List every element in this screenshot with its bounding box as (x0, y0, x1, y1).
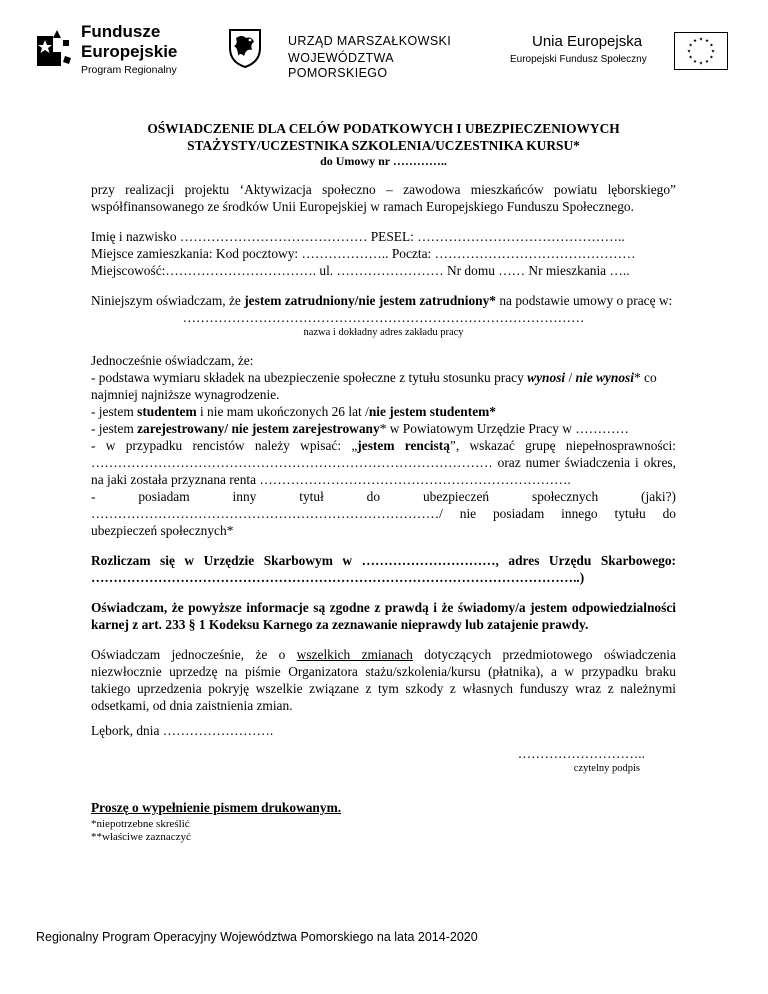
pensioner-text-c[interactable]: ”, wskazać grupę niepełnosprawności: ……………………………………………………………………………… oraz numer świadczenia i okres, na jaki została przyznana renta ……………………………………………………………. (91, 438, 676, 487)
unia-europejska-logo (508, 26, 748, 76)
changes-declaration (91, 646, 676, 714)
contribution-separator: / (565, 370, 576, 385)
fill-instruction: Proszę o wypełnienie pismem drukowanym. (91, 800, 342, 815)
page-footer: Regionalny Program Operacyjny Województwa Pomorskiego na lata 2014-2020 (36, 930, 478, 944)
additional-statements (91, 352, 676, 539)
um-line-1: URZĄD MARSZAŁKOWSKI (288, 34, 452, 48)
criminal-liability-declaration: Oświadczam, że powyższe informacje są zgodne z prawdą i że świadomy/a jestem odpowiedzialności karnej z art. 233 § 1 Kodeksu Karnego za zeznawanie nieprawdy lub zatajenie prawdy. (91, 600, 676, 632)
fe-line-1: Fundusze (81, 22, 161, 41)
student-option-yes[interactable]: studentem (137, 404, 197, 419)
employment-choice[interactable]: jestem zatrudniony/nie jestem zatrudniony* (244, 293, 496, 308)
fe-star-flag-icon (35, 26, 75, 76)
contract-number: do Umowy nr ………….. (320, 154, 447, 168)
place-date-field[interactable]: Lębork, dnia ……………………. (91, 723, 274, 738)
project-intro: przy realizacji projektu ‘Aktywizacja społeczno – zawodowa mieszkańców powiatu lęborskiego” współfinansowanego ze środków Unii Europejskiej w ramach Europejskiego Funduszu Społecznego. (91, 182, 676, 214)
registered-item (91, 420, 676, 437)
fe-line-3: Program Regionalny (81, 64, 177, 76)
personal-data-fields (91, 228, 676, 279)
student-option-no[interactable]: nie jestem studentem* (368, 404, 496, 419)
signature-field[interactable]: ……………………….. (517, 746, 645, 761)
changes-text-c: dotyczących przedmiotowego oświadczenia niezwłocznie uprzedzę na piśmie Organizatora stażu/szkolenia/kursu (płatnika), a w przypadku braku takiego uprzedzenia pokryję wszelkie związane z tym szkody z własnych funduszy wraz z należnymi odsetkami, od dnia zaistnienia zmian. (91, 647, 676, 713)
employer-field-label: nazwa i dokładny adres zakładu pracy (303, 327, 464, 338)
um-line-2: WOJEWÓDZTWA POMORSKIEGO (288, 51, 394, 80)
fundusze-europejskie-logo (35, 18, 185, 80)
contribution-text-end: * co najmniej najniższe wynagrodzenie. (91, 370, 657, 402)
urzad-marszalkowski-logo (226, 24, 486, 80)
name-pesel-field[interactable]: Imię i nazwisko …………………………………… PESEL: ……………………………………….. (91, 229, 625, 244)
signature-label: czytelny podpis (573, 763, 640, 774)
also-declare-heading: Jednocześnie oświadczam, że: (91, 353, 254, 368)
employment-statement (91, 292, 676, 309)
pensioner-text-a: - w przypadku rencistów należy wpisać: „ (91, 438, 358, 453)
registered-text-c: * w Powiatowym Urzędzie Pracy w ………… (379, 421, 629, 436)
document-title-line-2: STAŻYSTY/UCZESTNIKA SZKOLENIA/UCZESTNIKA KURSU* (187, 138, 580, 153)
contribution-basis-item (91, 369, 676, 403)
other-insurance-item[interactable]: - posiadam inny tytuł do ubezpieczeń społecznych (jaki?) ……………………………………………………………………/ nie posiadam innego tytułu do ubezpieczeń społecznych* (91, 489, 676, 538)
contribution-option-yes[interactable]: wynosi (527, 370, 566, 385)
changes-underlined: wszelkich zmianach (296, 647, 413, 662)
changes-text-a: Oświadczam jednocześnie, że o (91, 647, 297, 662)
ue-line-1: Unia Europejska (532, 33, 643, 50)
postal-address-field[interactable]: Miejsce zamieszkania: Kod pocztowy: ……………….. Poczta: ……………………………………… (91, 246, 636, 261)
pensioner-phrase: jestem rencistą (357, 438, 450, 453)
street-address-field[interactable]: Miejscowość:……………………………. ul. …………………… Nr domu …… Nr mieszkania ….. (91, 263, 630, 278)
student-item (91, 403, 676, 420)
contribution-text: - podstawa wymiaru składek na ubezpieczenie społeczne z tytułu stosunku pracy (91, 370, 528, 385)
registered-option[interactable]: zarejestrowany/ nie jestem zarejestrowany (137, 421, 380, 436)
pensioner-item (91, 437, 676, 488)
employment-text-c: na podstawie umowy o pracę w: (496, 293, 673, 308)
page-header (0, 0, 768, 92)
employer-field[interactable]: ……………………………………………………………………………… (182, 310, 585, 325)
griffin-crest-icon (226, 28, 264, 68)
document-title-line-1: OŚWIADCZENIE DLA CELÓW PODATKOWYCH I UBEZPIECZENIOWYCH (147, 121, 620, 136)
footnote-2: **właściwe zaznaczyć (91, 831, 191, 843)
contribution-option-no[interactable]: nie wynosi (575, 370, 634, 385)
footnote-1: *niepotrzebne skreślić (91, 818, 190, 830)
fe-line-2: Europejskie (81, 42, 178, 61)
student-text-c: i nie mam ukończonych 26 lat / (196, 404, 369, 419)
statement-document (91, 120, 676, 844)
ue-line-2: Europejski Fundusz Społeczny (510, 54, 647, 65)
registered-text-a: - jestem (91, 421, 138, 436)
eu-flag-icon (674, 32, 728, 70)
tax-office-field[interactable]: Rozliczam się w Urzędzie Skarbowym w …………………………, adres Urzędu Skarbowego: ………………………………………………………………………………………………..) (91, 553, 676, 585)
student-text-a: - jestem (91, 404, 138, 419)
employment-text-a: Niniejszym oświadczam, że (91, 293, 245, 308)
